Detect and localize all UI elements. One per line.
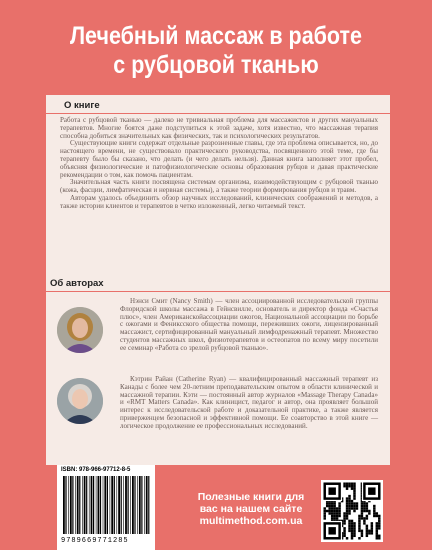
isbn-label: ISBN: 978-966-97712-8-5 (61, 467, 131, 473)
catherine-ryan-photo (57, 378, 103, 424)
about-paragraph-3: Значительная часть книги посвящена системам организма, взаимодействующим с рубцовой тканью (кожа, фасции, лимфатическая и нервная системы), а также теории формирования рубцов и травм. (60, 178, 378, 195)
title-line-1: Лечебный массаж в работе (69, 22, 363, 50)
authors-divider (46, 291, 390, 292)
promo-line-1: Полезные книги для (197, 491, 305, 503)
about-text (60, 117, 378, 211)
about-paragraph-4: Авторам удалось объединить обзор научных исследований, клинических соображений и методов, а также истории клиентов и терапевтов в четко изложенный, легко читаемый текст. (60, 193, 378, 210)
barcode (57, 465, 155, 550)
catherine-ryan-bio (120, 376, 378, 431)
promo-line-2: вас на нашем сайте (199, 503, 303, 515)
nancy-smith-bio-text: Нэнси Смит (Nancy Smith) — член ассоциированной исследовательской группы Флоридской школы массажа в Гейнсвилле, основатель и директор фонда «Счастья плюс», член Американскойассоциации ожогов, Национальной ассоциации по борьбе с ожогами и Фениксского общества помощи, переживших ожоги, лицензированный массажист, сертифицированный мануальный лимфодренажный терапевт. Множество студентов массажных школ, физиотерапевтов и остеопатов по всему миру посетили ее семинар «Работа со зрелой рубцовой тканью». (120, 297, 378, 352)
about-paragraph-2: Существующие книги содержат отдельные разрозненные главы, где эта проблема описывается, но, до настоящего времени, не существовало практического руководства, посвященного этой теме, где бы терапевту было бы сказано, что делать (и чего делать нельзя). Данная книга заполняет этот пробел, объясняя физиологические и патофизиологические основы образования рубцов и давая практические рекомендации о том, как помочь пациентам. (60, 139, 378, 179)
about-heading: О книге (64, 100, 100, 111)
barcode-number: 9789669771285 (61, 537, 129, 545)
barcode-bars-icon (61, 476, 151, 536)
qr-code-icon (321, 480, 383, 542)
authors-heading: Об авторах (50, 278, 104, 289)
book-title (30, 22, 402, 80)
promo-url: multimethod.com.ua (199, 515, 303, 527)
title-line-2: с рубцовой тканью (113, 51, 319, 79)
about-divider (46, 113, 390, 114)
catherine-ryan-bio-text: Кэтрин Райан (Catherine Ryan) — квалифицированный массажный терапевт из Канады с более чем 20-летним преподавательским опытом в области клинической и массажной терапии. Кэти — постоянный автор журналов «Massage Therapy Canada» и «RMT Matters Canada». Как клиницист, педагог и автор, она проявляет большой интерес к исследовательской работе и доказательной практике, а также является приверженцем безопасной и эффективной помощи. Ее соавторство в этой книге — логическое продолжение ее профессиональных исследований. (120, 375, 378, 430)
nancy-smith-photo (57, 307, 103, 353)
about-paragraph-1: Работа с рубцовой тканью — далеко не тривиальная проблема для массажистов и других мануальных терапевтов. Многие боятся даже подступиться к этой задаче, хотя известно, что массажная терапия способна добиться значительных как физических, так и психологических результатов. (60, 116, 378, 140)
nancy-smith-portrait-icon (57, 307, 103, 353)
catherine-ryan-portrait-icon (57, 378, 103, 424)
nancy-smith-bio (120, 298, 378, 353)
promo-text (186, 491, 316, 527)
